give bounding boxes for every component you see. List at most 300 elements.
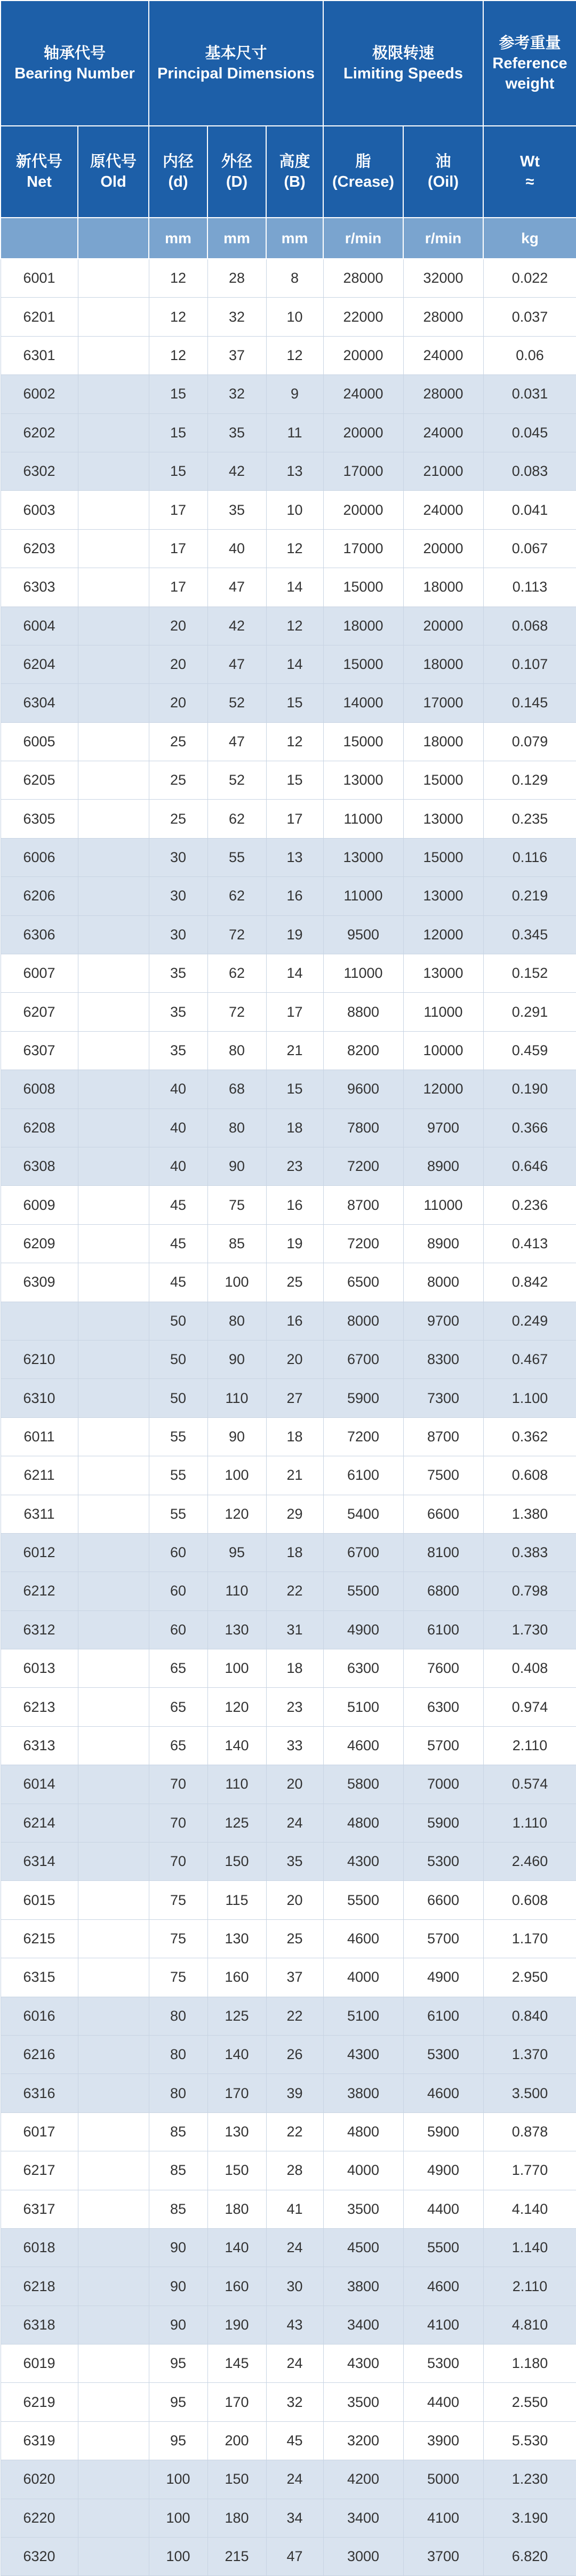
net-code-cell: 6307 [1, 1031, 78, 1070]
weight-approx: ≈ [525, 173, 534, 190]
grease-speed-cell: 7200 [323, 1147, 403, 1185]
net-code-cell: 6312 [1, 1610, 78, 1649]
old-code-cell [78, 838, 149, 876]
inner-diameter-cell: 15 [149, 413, 207, 452]
width-cell: 25 [266, 1919, 323, 1958]
weight-cell: 1.730 [483, 1610, 576, 1649]
grease-speed-cell: 17000 [323, 452, 403, 490]
net-code-cell: 6001 [1, 259, 78, 298]
weight-cell: 0.366 [483, 1108, 576, 1147]
table-row [1, 298, 576, 336]
table-row [1, 1456, 576, 1495]
old-code-cell [78, 2383, 149, 2421]
table-row [1, 2112, 576, 2151]
width-cell: 21 [266, 1031, 323, 1070]
weight-cell: 2.110 [483, 2267, 576, 2306]
outer-diameter-cell: 180 [207, 2499, 266, 2537]
table-row [1, 1958, 576, 1997]
width-cell: 14 [266, 568, 323, 607]
old-code-cell [78, 1649, 149, 1688]
table-row [1, 1417, 576, 1456]
outer-diameter-cell: 160 [207, 1958, 266, 1997]
width-cell: 9 [266, 375, 323, 413]
net-code-cell: 6207 [1, 993, 78, 1031]
net-code-cell: 6020 [1, 2460, 78, 2499]
grease-speed-cell: 4800 [323, 2112, 403, 2151]
outer-diameter-cell: 95 [207, 1533, 266, 1572]
grease-speed-cell: 4900 [323, 1610, 403, 1649]
table-row [1, 1495, 576, 1533]
width-cell: 16 [266, 877, 323, 915]
oil-speed-cell: 9700 [403, 1302, 483, 1340]
grease-speed-cell: 11000 [323, 800, 403, 838]
grease-speed-cell: 8800 [323, 993, 403, 1031]
outer-diameter-cell: 52 [207, 684, 266, 722]
oil-speed-cell: 12000 [403, 915, 483, 954]
table-row [1, 1765, 576, 1804]
old-code-cell [78, 375, 149, 413]
weight-cell: 5.530 [483, 2421, 576, 2460]
width-cell: 11 [266, 413, 323, 452]
width-cell: 18 [266, 1533, 323, 1572]
oil-speed-cell: 13000 [403, 954, 483, 993]
old-code-cell [78, 1726, 149, 1765]
bearing-number-zh: 轴承代号 [44, 44, 106, 62]
width-cell: 12 [266, 529, 323, 568]
width-cell: 10 [266, 298, 323, 336]
old-code-cell [78, 491, 149, 529]
grease-speed-cell: 22000 [323, 298, 403, 336]
net-code-cell: 6311 [1, 1495, 78, 1533]
weight-cell: 0.646 [483, 1147, 576, 1185]
weight-cell: 3.500 [483, 2074, 576, 2112]
net-code-cell: 6304 [1, 684, 78, 722]
net-code-cell: 6005 [1, 722, 78, 761]
net-code-cell: 6004 [1, 607, 78, 645]
width-cell: 26 [266, 2035, 323, 2073]
grease-speed-cell: 4000 [323, 2151, 403, 2190]
old-code-cell [78, 2460, 149, 2499]
net-code-cell: 6301 [1, 336, 78, 374]
width-cell: 45 [266, 2421, 323, 2460]
outer-diameter-cell: 35 [207, 491, 266, 529]
width-cell: 25 [266, 1263, 323, 1302]
old-code-cell [78, 1688, 149, 1726]
width-cell: 15 [266, 1070, 323, 1108]
outer-diameter-cell: 170 [207, 2074, 266, 2112]
table-row [1, 1610, 576, 1649]
inner-diameter-cell: 55 [149, 1495, 207, 1533]
oil-speed-cell: 3900 [403, 2421, 483, 2460]
grease-speed-cell: 3400 [323, 2306, 403, 2344]
oil-speed-cell: 24000 [403, 413, 483, 452]
inner-diameter-cell: 100 [149, 2538, 207, 2576]
table-row [1, 954, 576, 993]
width-sym: (B) [284, 173, 306, 190]
grease-speed-cell: 14000 [323, 684, 403, 722]
width-cell: 18 [266, 1417, 323, 1456]
inner-diameter-cell: 15 [149, 375, 207, 413]
table-row [1, 2074, 576, 2112]
limiting-speeds-en: Limiting Speeds [343, 65, 463, 82]
old-code-cell [78, 298, 149, 336]
old-code-cell [78, 1417, 149, 1456]
old-code-cell [78, 1533, 149, 1572]
width-cell: 22 [266, 1997, 323, 2035]
old-code-cell [78, 1804, 149, 1842]
oil-speed-cell: 18000 [403, 568, 483, 607]
weight-cell: 0.037 [483, 298, 576, 336]
outer-diameter-cell: 85 [207, 1224, 266, 1263]
oil-speed-cell: 9700 [403, 1108, 483, 1147]
outer-diameter-cell: 80 [207, 1108, 266, 1147]
inner-diameter-cell: 35 [149, 993, 207, 1031]
outer-diameter-cell: 110 [207, 1572, 266, 1610]
inner-diameter-cell: 20 [149, 645, 207, 683]
inner-diameter-cell: 95 [149, 2383, 207, 2421]
inner-diameter-cell: 55 [149, 1456, 207, 1495]
oil-speed-cell: 5300 [403, 2035, 483, 2073]
table-row [1, 2421, 576, 2460]
inner-diameter-cell: 80 [149, 1997, 207, 2035]
oil-speed-cell: 20000 [403, 607, 483, 645]
old-code-cell [78, 2538, 149, 2576]
weight-cell: 0.574 [483, 1765, 576, 1804]
old-code-cell [78, 2421, 149, 2460]
old-code-cell [78, 761, 149, 800]
table-row [1, 2344, 576, 2383]
table-row [1, 993, 576, 1031]
width-cell: 24 [266, 2344, 323, 2383]
old-code-cell [78, 1186, 149, 1224]
net-code-cell: 6220 [1, 2499, 78, 2537]
oil-speed-cell: 21000 [403, 452, 483, 490]
net-code-cell: 6313 [1, 1726, 78, 1765]
weight-cell: 0.236 [483, 1186, 576, 1224]
width-cell: 17 [266, 993, 323, 1031]
net-code-cell: 6213 [1, 1688, 78, 1726]
net-code-cell: 6320 [1, 2538, 78, 2576]
inner-diameter-cell: 40 [149, 1108, 207, 1147]
weight-cell: 0.459 [483, 1031, 576, 1070]
inner-diameter-cell: 17 [149, 491, 207, 529]
grease-speed-cell: 4800 [323, 1804, 403, 1842]
inner-diameter-cell: 90 [149, 2228, 207, 2267]
unit-cell: r/min [403, 218, 483, 259]
width-cell: 16 [266, 1186, 323, 1224]
grease-speed-cell: 7200 [323, 1224, 403, 1263]
weight-cell: 0.113 [483, 568, 576, 607]
weight-cell: 0.06 [483, 336, 576, 374]
limiting-speeds-header [323, 1, 483, 126]
grease-speed-cell: 6100 [323, 1456, 403, 1495]
net-code-cell: 6310 [1, 1379, 78, 1417]
grease-speed-cell: 4000 [323, 1958, 403, 1997]
outer-diameter-cell: 150 [207, 2460, 266, 2499]
width-cell: 22 [266, 1572, 323, 1610]
width-cell: 22 [266, 2112, 323, 2151]
table-row [1, 529, 576, 568]
reference-weight-en2: weight [505, 75, 555, 92]
reference-weight-zh: 参考重量 [499, 34, 561, 52]
width-header [266, 126, 323, 218]
reference-weight-en1: Reference [492, 54, 567, 72]
outer-diameter-cell: 115 [207, 1881, 266, 1919]
weight-cell: 6.820 [483, 2538, 576, 2576]
net-code-cell: 6217 [1, 2151, 78, 2190]
oil-speed-cell: 32000 [403, 259, 483, 298]
oil-speed-cell: 8100 [403, 1533, 483, 1572]
inner-diameter-cell: 50 [149, 1379, 207, 1417]
width-cell: 21 [266, 1456, 323, 1495]
width-cell: 20 [266, 1765, 323, 1804]
weight-cell: 1.110 [483, 1804, 576, 1842]
old-code-cell [78, 1340, 149, 1378]
oil-speed-cell: 6100 [403, 1610, 483, 1649]
net-code-cell: 6011 [1, 1417, 78, 1456]
net-code-cell: 6208 [1, 1108, 78, 1147]
oil-speed-cell: 8900 [403, 1147, 483, 1185]
width-cell: 29 [266, 1495, 323, 1533]
old-code-cell [78, 1070, 149, 1108]
grease-speed-cell: 3500 [323, 2383, 403, 2421]
outer-diameter-cell: 47 [207, 568, 266, 607]
width-cell: 13 [266, 452, 323, 490]
net-code-cell: 6017 [1, 2112, 78, 2151]
weight-cell: 0.116 [483, 838, 576, 876]
table-row [1, 1302, 576, 1340]
inner-diameter-cell: 80 [149, 2074, 207, 2112]
width-cell: 10 [266, 491, 323, 529]
net-code-cell: 6317 [1, 2190, 78, 2228]
bearing-number-en: Bearing Number [14, 65, 135, 82]
limiting-speeds-zh: 极限转速 [372, 44, 435, 62]
oil-speed-cell: 8700 [403, 1417, 483, 1456]
table-row [1, 452, 576, 490]
outer-diameter-cell: 52 [207, 761, 266, 800]
grease-zh: 脂 [355, 153, 371, 170]
table-row [1, 684, 576, 722]
oil-speed-cell: 10000 [403, 1031, 483, 1070]
unit-cell: kg [483, 218, 576, 259]
outer-diameter-cell: 100 [207, 1456, 266, 1495]
old-code-cell [78, 993, 149, 1031]
grease-speed-cell: 24000 [323, 375, 403, 413]
oil-speed-cell: 28000 [403, 298, 483, 336]
inner-diameter-cell: 40 [149, 1147, 207, 1185]
table-row [1, 1843, 576, 1881]
oil-speed-cell: 17000 [403, 684, 483, 722]
inner-diameter-cell: 12 [149, 298, 207, 336]
grease-speed-cell: 3200 [323, 2421, 403, 2460]
width-zh: 高度 [279, 153, 310, 170]
inner-diameter-cell: 40 [149, 1070, 207, 1108]
old-code-cell [78, 2190, 149, 2228]
oil-speed-cell: 3700 [403, 2538, 483, 2576]
grease-speed-cell: 8000 [323, 1302, 403, 1340]
weight-cell: 4.140 [483, 2190, 576, 2228]
grease-speed-cell: 13000 [323, 761, 403, 800]
outer-diameter-cell: 150 [207, 1843, 266, 1881]
old-code-cell [78, 413, 149, 452]
outer-diameter-cell: 100 [207, 1649, 266, 1688]
outer-diameter-cell: 32 [207, 298, 266, 336]
oil-speed-cell: 6800 [403, 1572, 483, 1610]
table-row [1, 1572, 576, 1610]
net-code-cell: 6006 [1, 838, 78, 876]
grease-speed-cell: 20000 [323, 413, 403, 452]
table-row [1, 1340, 576, 1378]
oil-speed-cell: 4400 [403, 2190, 483, 2228]
weight-cell: 2.950 [483, 1958, 576, 1997]
net-code-cell: 6205 [1, 761, 78, 800]
width-cell: 34 [266, 2499, 323, 2537]
weight-cell: 0.041 [483, 491, 576, 529]
table-row [1, 1688, 576, 1726]
grease-speed-cell: 9500 [323, 915, 403, 954]
old-code-cell [78, 915, 149, 954]
outer-diameter-cell: 140 [207, 1726, 266, 1765]
outer-diameter-cell: 28 [207, 259, 266, 298]
old-code-cell [78, 1456, 149, 1495]
inner-diameter-cell: 60 [149, 1610, 207, 1649]
width-cell: 41 [266, 2190, 323, 2228]
outer-diameter-cell: 72 [207, 915, 266, 954]
oil-speed-cell: 4100 [403, 2306, 483, 2344]
old-code-cell [78, 1495, 149, 1533]
grease-en: (Crease) [332, 173, 395, 190]
net-code-cell: 6012 [1, 1533, 78, 1572]
old-code-cell [78, 1919, 149, 1958]
units-row [1, 218, 576, 259]
inner-diameter-cell: 25 [149, 761, 207, 800]
grease-speed-cell: 5100 [323, 1997, 403, 2035]
net-code-cell: 6013 [1, 1649, 78, 1688]
inner-diameter-cell: 75 [149, 1919, 207, 1958]
table-row [1, 2538, 576, 2576]
oil-speed-cell: 4100 [403, 2499, 483, 2537]
table-row [1, 645, 576, 683]
oil-speed-cell: 15000 [403, 838, 483, 876]
oil-speed-cell: 15000 [403, 761, 483, 800]
table-row [1, 2460, 576, 2499]
table-row [1, 761, 576, 800]
net-code-cell: 6201 [1, 298, 78, 336]
oil-header [403, 126, 483, 218]
old-code-cell [78, 1302, 149, 1340]
weight-cell: 0.408 [483, 1649, 576, 1688]
grease-speed-cell: 5500 [323, 1572, 403, 1610]
table-row [1, 1070, 576, 1108]
outer-diameter-cell: 32 [207, 375, 266, 413]
weight-cell: 0.145 [483, 684, 576, 722]
old-code-cell [78, 452, 149, 490]
width-cell: 43 [266, 2306, 323, 2344]
oil-speed-cell: 24000 [403, 336, 483, 374]
net-code-cell: 6306 [1, 915, 78, 954]
net-zh: 新代号 [15, 153, 62, 170]
width-cell: 14 [266, 954, 323, 993]
weight-cell: 0.383 [483, 1533, 576, 1572]
oil-speed-cell: 6600 [403, 1881, 483, 1919]
inner-diameter-cell: 70 [149, 1843, 207, 1881]
inner-diameter-sym: (d) [168, 173, 188, 190]
old-code-cell [78, 607, 149, 645]
net-code-cell: 6003 [1, 491, 78, 529]
width-cell: 47 [266, 2538, 323, 2576]
weight-cell: 0.068 [483, 607, 576, 645]
grease-speed-cell: 4300 [323, 2035, 403, 2073]
weight-cell: 4.810 [483, 2306, 576, 2344]
unit-cell: mm [266, 218, 323, 259]
old-code-cell [78, 336, 149, 374]
outer-diameter-cell: 40 [207, 529, 266, 568]
grease-speed-cell: 15000 [323, 568, 403, 607]
oil-speed-cell: 7000 [403, 1765, 483, 1804]
net-code-cell: 6305 [1, 800, 78, 838]
old-code-cell [78, 529, 149, 568]
net-code-cell: 6016 [1, 1997, 78, 2035]
inner-diameter-cell: 100 [149, 2499, 207, 2537]
inner-diameter-cell: 90 [149, 2267, 207, 2306]
outer-diameter-cell: 160 [207, 2267, 266, 2306]
outer-diameter-cell: 47 [207, 722, 266, 761]
weight-cell: 0.291 [483, 993, 576, 1031]
outer-diameter-cell: 120 [207, 1688, 266, 1726]
old-code-cell [78, 1610, 149, 1649]
inner-diameter-cell: 60 [149, 1533, 207, 1572]
weight-cell: 1.180 [483, 2344, 576, 2383]
inner-diameter-cell: 95 [149, 2344, 207, 2383]
net-code-cell: 6007 [1, 954, 78, 993]
net-code-cell: 6309 [1, 1263, 78, 1302]
weight-cell: 0.107 [483, 645, 576, 683]
width-cell: 35 [266, 1843, 323, 1881]
old-code-cell [78, 2074, 149, 2112]
net-code-cell: 6218 [1, 2267, 78, 2306]
width-cell: 27 [266, 1379, 323, 1417]
oil-speed-cell: 28000 [403, 375, 483, 413]
inner-diameter-cell: 12 [149, 336, 207, 374]
table-row [1, 336, 576, 374]
grease-speed-cell: 6700 [323, 1533, 403, 1572]
weight-cell: 0.083 [483, 452, 576, 490]
inner-diameter-cell: 95 [149, 2421, 207, 2460]
inner-diameter-cell: 75 [149, 1958, 207, 1997]
net-code-cell: 6209 [1, 1224, 78, 1263]
oil-speed-cell: 4600 [403, 2267, 483, 2306]
outer-diameter-cell: 72 [207, 993, 266, 1031]
net-code-cell: 6315 [1, 1958, 78, 1997]
width-cell: 12 [266, 607, 323, 645]
old-code-cell [78, 1031, 149, 1070]
net-code-cell: 6214 [1, 1804, 78, 1842]
oil-speed-cell: 4400 [403, 2383, 483, 2421]
outer-diameter-cell: 130 [207, 1919, 266, 1958]
subheader-row [1, 126, 576, 218]
principal-dimensions-zh: 基本尺寸 [205, 44, 267, 62]
inner-diameter-cell: 15 [149, 452, 207, 490]
oil-speed-cell: 6300 [403, 1688, 483, 1726]
grease-speed-cell: 20000 [323, 491, 403, 529]
grease-speed-cell: 8700 [323, 1186, 403, 1224]
header-row [1, 1, 576, 126]
outer-diameter-cell: 190 [207, 2306, 266, 2344]
table-row [1, 1997, 576, 2035]
outer-diameter-cell: 75 [207, 1186, 266, 1224]
outer-diameter-cell: 68 [207, 1070, 266, 1108]
old-code-cell [78, 1263, 149, 1302]
